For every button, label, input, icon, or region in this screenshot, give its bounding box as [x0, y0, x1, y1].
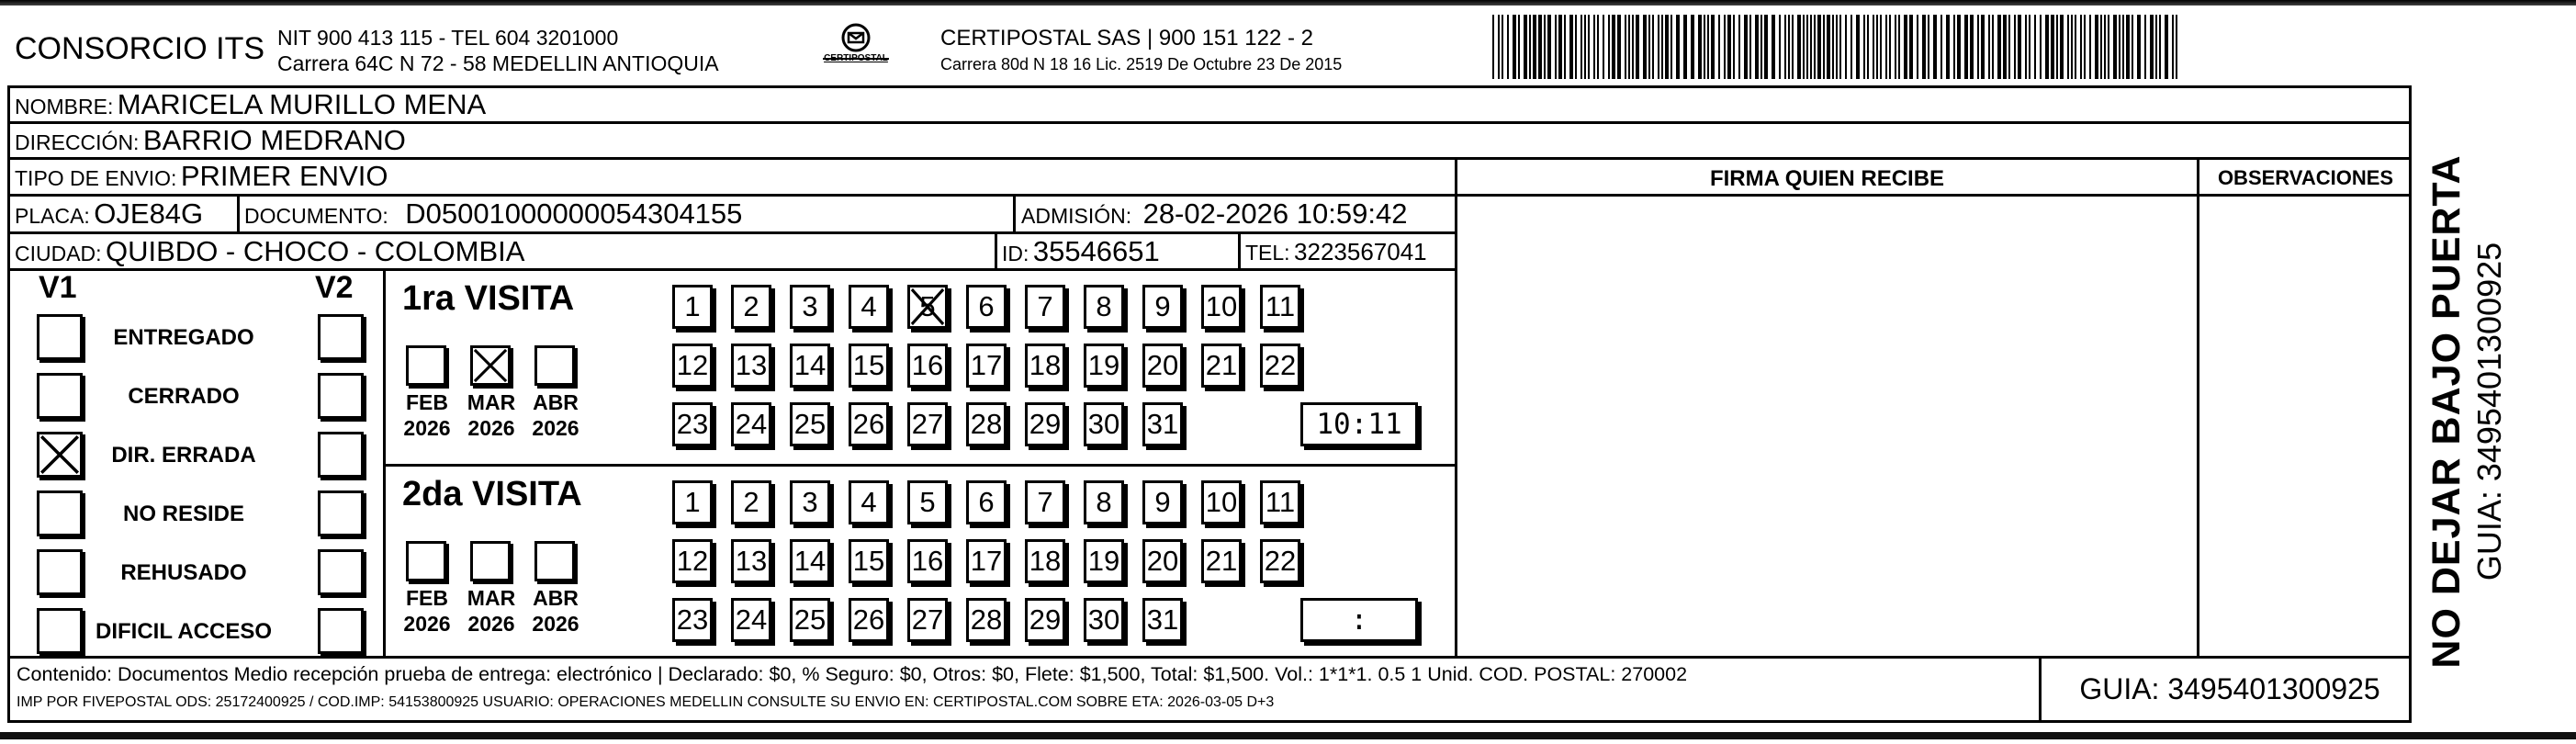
barcode-bar — [1988, 15, 1990, 79]
barcode-bar — [1724, 15, 1726, 79]
barcode-bar — [2132, 15, 2133, 79]
day-box: 13 — [731, 344, 771, 388]
barcode-bar — [2014, 15, 2016, 79]
barcode-bar — [1946, 15, 1950, 79]
cell-divider — [237, 194, 240, 233]
barcode-bar — [2051, 15, 2054, 79]
direccion-field — [15, 124, 406, 157]
barcode-bar — [1981, 15, 1985, 79]
ciudad-label: CIUDAD: — [15, 242, 102, 265]
barcode-bar — [1544, 15, 1546, 79]
barcode-bar — [1922, 15, 1926, 79]
direccion-value: BARRIO MEDRANO — [142, 124, 406, 156]
id-label: ID: — [1002, 242, 1029, 265]
tel-value: 3223567041 — [1294, 238, 1427, 265]
day-box: 9 — [1142, 285, 1183, 329]
barcode-bar — [1856, 15, 1860, 79]
day-box: 6 — [966, 480, 1007, 524]
barcode-bar — [2075, 15, 2076, 79]
day-box: 29 — [1025, 402, 1065, 446]
month-label: FEB 2026 — [403, 390, 451, 440]
day-box: 10 — [1201, 480, 1242, 524]
barcode-bar — [1608, 15, 1610, 79]
barcode-bar — [2056, 15, 2058, 79]
time-box: 10:11 — [1300, 402, 1418, 446]
barcode-bar — [1876, 15, 1878, 79]
documento-value: D05001000000054304155 — [405, 197, 743, 230]
day-box: 25 — [790, 402, 830, 446]
day-box: 7 — [1025, 480, 1065, 524]
barcode-bar — [1584, 15, 1586, 79]
barcode-bar — [2089, 15, 2091, 79]
day-box: 17 — [966, 539, 1007, 583]
day-box: 30 — [1084, 598, 1124, 642]
day-box: 8 — [1084, 285, 1124, 329]
day-box: 21 — [1201, 539, 1242, 583]
day-box: 11 — [1260, 480, 1300, 524]
barcode-bar — [2003, 15, 2007, 79]
barcode-bar — [1997, 15, 2001, 79]
barcode-bar — [2084, 15, 2086, 79]
v1-label: V1 — [39, 270, 77, 305]
barcode-bar — [1597, 15, 1599, 79]
admision-field — [1021, 197, 1407, 231]
barcode-bar — [1652, 15, 1654, 79]
company-nit: NIT 900 413 115 - TEL 604 3201000 — [277, 26, 619, 50]
barcode-bar — [1895, 15, 1896, 79]
day-box: 27 — [907, 402, 948, 446]
day-box: 23 — [672, 598, 713, 642]
v2-checkbox — [318, 549, 364, 595]
barcode-bar — [1772, 15, 1775, 79]
day-box: 19 — [1084, 344, 1124, 388]
barcode-bar — [1670, 15, 1672, 79]
barcode-bar — [1867, 15, 1869, 79]
x-mark-icon — [910, 287, 945, 326]
ciudad-field — [15, 235, 524, 268]
barcode-bar — [1749, 15, 1751, 79]
month-checkbox — [406, 541, 446, 581]
cell-divider — [1013, 194, 1016, 233]
day-box: 26 — [849, 402, 889, 446]
barcode-bar — [1632, 15, 1634, 79]
day-box: 3 — [790, 480, 830, 524]
footer-guia: GUIA: 3495401300925 — [2079, 672, 2380, 705]
barcode-bar — [1889, 15, 1891, 79]
barcode-bar — [1755, 15, 1759, 79]
certipostal-logo — [814, 22, 898, 75]
barcode-bar — [1538, 15, 1542, 79]
barcode-bar — [1593, 15, 1595, 79]
x-mark-icon — [473, 348, 508, 383]
v1-checkbox — [37, 432, 83, 478]
courier-name: CERTIPOSTAL SAS | 900 151 122 - 2 — [940, 26, 1313, 51]
barcode-bar — [1792, 15, 1794, 79]
month-label: ABR 2026 — [532, 390, 579, 440]
month-label: MAR 2026 — [467, 390, 516, 440]
day-box: 19 — [1084, 539, 1124, 583]
v2-checkbox — [318, 314, 364, 360]
day-box: 16 — [907, 539, 948, 583]
documento-label: DOCUMENTO: — [244, 204, 388, 228]
side-warning-title: NO DEJAR BAJO PUERTA — [2424, 154, 2469, 669]
status-label: REHUSADO — [120, 560, 247, 585]
barcode-bar — [1492, 15, 1494, 79]
day-box: 9 — [1142, 480, 1183, 524]
barcode-bar — [1564, 15, 1566, 79]
barcode-bar — [1738, 15, 1740, 79]
barcode-bar — [1698, 15, 1702, 79]
day-box: 30 — [1084, 402, 1124, 446]
footer-divider — [2039, 656, 2042, 723]
barcode-bar — [1569, 15, 1573, 79]
barcode-bar — [1964, 15, 1968, 79]
nombre-field — [15, 88, 486, 121]
day-box: 15 — [849, 539, 889, 583]
barcode-bar — [2172, 15, 2174, 79]
status-label: CERRADO — [128, 384, 240, 409]
barcode-bar — [1863, 15, 1865, 79]
day-box: 21 — [1201, 344, 1242, 388]
barcode-bar — [1784, 15, 1786, 79]
row-divider — [7, 656, 2412, 659]
barcode-bar — [1547, 15, 1551, 79]
barcode-bar — [1648, 15, 1650, 79]
barcode-bar — [1814, 15, 1816, 79]
barcode-bar — [1992, 15, 1994, 79]
barcode — [1492, 15, 2181, 79]
barcode-bar — [2122, 15, 2124, 79]
barcode-bar — [1823, 15, 1825, 79]
barcode-bar — [1555, 15, 1557, 79]
barcode-bar — [1580, 15, 1582, 79]
day-box: 24 — [731, 402, 771, 446]
status-label: DIR. ERRADA — [111, 443, 256, 468]
barcode-bar — [1909, 15, 1913, 79]
barcode-bar — [1733, 15, 1735, 79]
day-box: 27 — [907, 598, 948, 642]
ciudad-value: QUIBDO - CHOCO - COLOMBIA — [106, 235, 525, 267]
barcode-bar — [2113, 15, 2117, 79]
barcode-bar — [1917, 15, 1918, 79]
tipo-envio-field — [15, 160, 388, 193]
courier-license: Carrera 80d N 18 16 Lic. 2519 De Octubre 23 De 2015 — [940, 55, 1343, 73]
month-checkbox — [534, 541, 575, 581]
day-box: 7 — [1025, 285, 1065, 329]
barcode-bar — [1513, 15, 1516, 79]
barcode-bar — [1588, 15, 1590, 79]
barcode-bar — [1836, 15, 1838, 79]
barcode-bar — [1612, 15, 1615, 79]
day-box: 1 — [672, 285, 713, 329]
day-box: 16 — [907, 344, 948, 388]
status-label: DIFICIL ACCESO — [95, 619, 272, 644]
barcode-bar — [1617, 15, 1621, 79]
v1-checkbox — [37, 314, 83, 360]
placa-field — [15, 197, 203, 231]
barcode-bar — [2095, 15, 2098, 79]
barcode-bar — [2119, 15, 2120, 79]
barcode-bar — [1575, 15, 1577, 79]
barcode-bar — [1957, 15, 1961, 79]
barcode-bar — [2150, 15, 2154, 79]
barcode-bar — [1827, 15, 1830, 79]
barcode-bar — [1764, 15, 1768, 79]
barcode-bar — [1850, 15, 1852, 79]
day-box: 12 — [672, 344, 713, 388]
barcode-bar — [2159, 15, 2161, 79]
barcode-bar — [1707, 15, 1709, 79]
barcode-bar — [1880, 15, 1882, 79]
barcode-bar — [1683, 15, 1687, 79]
cell-divider — [1238, 231, 1241, 270]
company-address: Carrera 64C N 72 - 58 MEDELLIN ANTIOQUIA — [277, 51, 719, 75]
barcode-bar — [1760, 15, 1762, 79]
day-box: 10 — [1201, 285, 1242, 329]
barcode-bar — [2067, 15, 2069, 79]
barcode-bar — [1933, 15, 1937, 79]
day-box: 2 — [731, 480, 771, 524]
barcode-bar — [2108, 15, 2109, 79]
day-box: 22 — [1260, 539, 1300, 583]
observations-column-divider — [2197, 157, 2199, 658]
barcode-bar — [2080, 15, 2082, 79]
barcode-bar — [2126, 15, 2130, 79]
v2-label: V2 — [315, 270, 354, 305]
barcode-bar — [1502, 15, 1503, 79]
barcode-bar — [1832, 15, 1834, 79]
nombre-value: MARICELA MURILLO MENA — [117, 88, 487, 120]
observaciones-header: OBSERVACIONES — [2217, 166, 2394, 189]
barcode-bar — [2104, 15, 2106, 79]
day-box: 5 — [907, 480, 948, 524]
logo-caption: CERTIPOSTAL — [824, 53, 888, 63]
barcode-bar — [1779, 15, 1781, 79]
barcode-bar — [2045, 15, 2049, 79]
barcode-bar — [2155, 15, 2157, 79]
day-box: 31 — [1142, 402, 1183, 446]
day-box: 20 — [1142, 539, 1183, 583]
barcode-bar — [2040, 15, 2042, 79]
barcode-bar — [1744, 15, 1748, 79]
day-box: 31 — [1142, 598, 1183, 642]
day-box: 6 — [966, 285, 1007, 329]
barcode-bar — [1507, 15, 1509, 79]
barcode-bar — [1788, 15, 1790, 79]
month-checkbox — [534, 345, 575, 386]
visit-title: 2da VISITA — [402, 475, 582, 513]
barcode-bar — [2176, 15, 2177, 79]
tel-label: TEL: — [1245, 241, 1290, 265]
footer-contents: Contenido: Documentos Medio recepción prueba de entrega: electrónico | Declarado: $0, % Seguro: $0, Otros: $0, Flete: $1,500, Total: $1,500. Vol.: 1*1*1. 0.5 1 Unid. COD. POSTAL: 270002 — [17, 663, 1688, 685]
barcode-bar — [2008, 15, 2010, 79]
barcode-bar — [1636, 15, 1639, 79]
day-box: 12 — [672, 539, 713, 583]
barcode-bar — [1661, 15, 1663, 79]
day-box: 11 — [1260, 285, 1300, 329]
month-checkbox — [470, 541, 511, 581]
barcode-bar — [2100, 15, 2102, 79]
barcode-bar — [2034, 15, 2036, 79]
month-label: MAR 2026 — [467, 586, 516, 636]
placa-value: OJE84G — [94, 197, 204, 230]
tipo-envio-label: TIPO DE ENVIO: — [15, 166, 177, 190]
day-box: 15 — [849, 344, 889, 388]
firma-header: FIRMA QUIEN RECIBE — [1709, 166, 1945, 191]
x-mark-icon — [39, 434, 80, 475]
day-box: 5 — [907, 285, 948, 329]
barcode-bar — [1676, 15, 1680, 79]
barcode-bar — [1665, 15, 1669, 79]
company-name: CONSORCIO ITS — [15, 31, 265, 66]
barcode-bar — [1603, 15, 1604, 79]
barcode-bar — [1625, 15, 1626, 79]
side-warning — [2410, 97, 2529, 726]
barcode-bar — [1718, 15, 1720, 79]
barcode-bar — [1524, 15, 1527, 79]
barcode-bar — [1518, 15, 1520, 79]
barcode-bar — [1643, 15, 1647, 79]
placa-label: PLACA: — [15, 204, 90, 228]
day-box: 4 — [849, 480, 889, 524]
barcode-bar — [2029, 15, 2030, 79]
barcode-bar — [1803, 15, 1805, 79]
barcode-bar — [1970, 15, 1974, 79]
day-box: 13 — [731, 539, 771, 583]
barcode-bar — [1898, 15, 1900, 79]
barcode-bar — [1977, 15, 1979, 79]
day-box: 24 — [731, 598, 771, 642]
barcode-bar — [1940, 15, 1942, 79]
id-value: 35546651 — [1032, 235, 1160, 267]
barcode-bar — [1711, 15, 1715, 79]
barcode-bar — [1628, 15, 1630, 79]
month-checkbox — [470, 345, 511, 386]
barcode-bar — [1498, 15, 1500, 79]
day-box: 25 — [790, 598, 830, 642]
day-box: 14 — [790, 539, 830, 583]
side-warning-guia: GUIA: 3495401300925 — [2470, 242, 2508, 581]
cell-divider — [995, 231, 997, 270]
v2-checkbox — [318, 490, 364, 536]
barcode-bar — [1885, 15, 1887, 79]
v2-checkbox — [318, 608, 364, 654]
id-field — [1002, 235, 1160, 268]
documento-field — [244, 197, 742, 231]
barcode-bar — [1845, 15, 1847, 79]
barcode-bar — [2060, 15, 2064, 79]
day-box: 23 — [672, 402, 713, 446]
barcode-bar — [1727, 15, 1731, 79]
day-box: 14 — [790, 344, 830, 388]
day-box: 8 — [1084, 480, 1124, 524]
tipo-envio-value: PRIMER ENVIO — [180, 160, 388, 192]
month-checkbox — [406, 345, 446, 386]
tel-field — [1245, 238, 1427, 266]
day-box: 22 — [1260, 344, 1300, 388]
v1-checkbox — [37, 490, 83, 536]
barcode-bar — [1558, 15, 1562, 79]
barcode-bar — [1928, 15, 1929, 79]
scan-edge-top — [0, 0, 2576, 6]
v1-checkbox — [37, 549, 83, 595]
barcode-bar — [1810, 15, 1812, 79]
barcode-bar — [1797, 15, 1801, 79]
v1-checkbox — [37, 608, 83, 654]
month-label: FEB 2026 — [403, 586, 451, 636]
v2-checkbox — [318, 432, 364, 478]
day-box: 1 — [672, 480, 713, 524]
day-box: 2 — [731, 285, 771, 329]
day-box: 18 — [1025, 539, 1065, 583]
barcode-bar — [2025, 15, 2027, 79]
v1-checkbox — [37, 373, 83, 419]
day-box: 17 — [966, 344, 1007, 388]
barcode-bar — [1873, 15, 1874, 79]
scan-edge-bottom — [0, 732, 2576, 739]
direccion-label: DIRECCIÓN: — [15, 130, 140, 154]
nombre-label: NOMBRE: — [15, 95, 114, 118]
barcode-bar — [1953, 15, 1955, 79]
barcode-bar — [2165, 15, 2168, 79]
status-label: NO RESIDE — [122, 502, 245, 526]
barcode-bar — [1529, 15, 1531, 79]
day-box: 18 — [1025, 344, 1065, 388]
barcode-bar — [2137, 15, 2141, 79]
day-box: 3 — [790, 285, 830, 329]
footer-imp-line: IMP POR FIVEPOSTAL ODS: 25172400925 / COD.IMP: 54153800925 USUARIO: OPERACIONES MEDELLIN CONSULTE SU ENVIO EN: CERTIPOSTAL.COM SOBRE ETA: 2026-03-05 D+3 — [17, 694, 1275, 710]
status-label: ENTREGADO — [113, 325, 254, 350]
month-label: ABR 2026 — [532, 586, 579, 636]
column-header-underline — [1455, 194, 2412, 197]
day-box: 28 — [966, 402, 1007, 446]
day-box: 29 — [1025, 598, 1065, 642]
admision-value: 28-02-2026 10:59:42 — [1142, 197, 1408, 230]
barcode-bar — [2071, 15, 2073, 79]
time-box: : — [1300, 598, 1418, 642]
visit-divider — [383, 464, 1457, 467]
visit-title: 1ra VISITA — [402, 279, 575, 318]
day-box: 26 — [849, 598, 889, 642]
status-visit-divider — [383, 268, 386, 658]
barcode-bar — [2018, 15, 2021, 79]
signature-column-divider — [1455, 157, 1457, 658]
day-box: 4 — [849, 285, 889, 329]
barcode-bar — [1839, 15, 1841, 79]
barcode-bar — [1691, 15, 1694, 79]
barcode-bar — [1817, 15, 1821, 79]
barcode-bar — [1704, 15, 1705, 79]
barcode-bar — [1904, 15, 1907, 79]
v2-checkbox — [318, 373, 364, 419]
barcode-bar — [1658, 15, 1659, 79]
barcode-bar — [1533, 15, 1536, 79]
admision-label: ADMISIÓN: — [1021, 204, 1132, 228]
day-box: 20 — [1142, 344, 1183, 388]
day-box: 28 — [966, 598, 1007, 642]
barcode-bar — [2144, 15, 2146, 79]
barcode-bar — [1806, 15, 1808, 79]
